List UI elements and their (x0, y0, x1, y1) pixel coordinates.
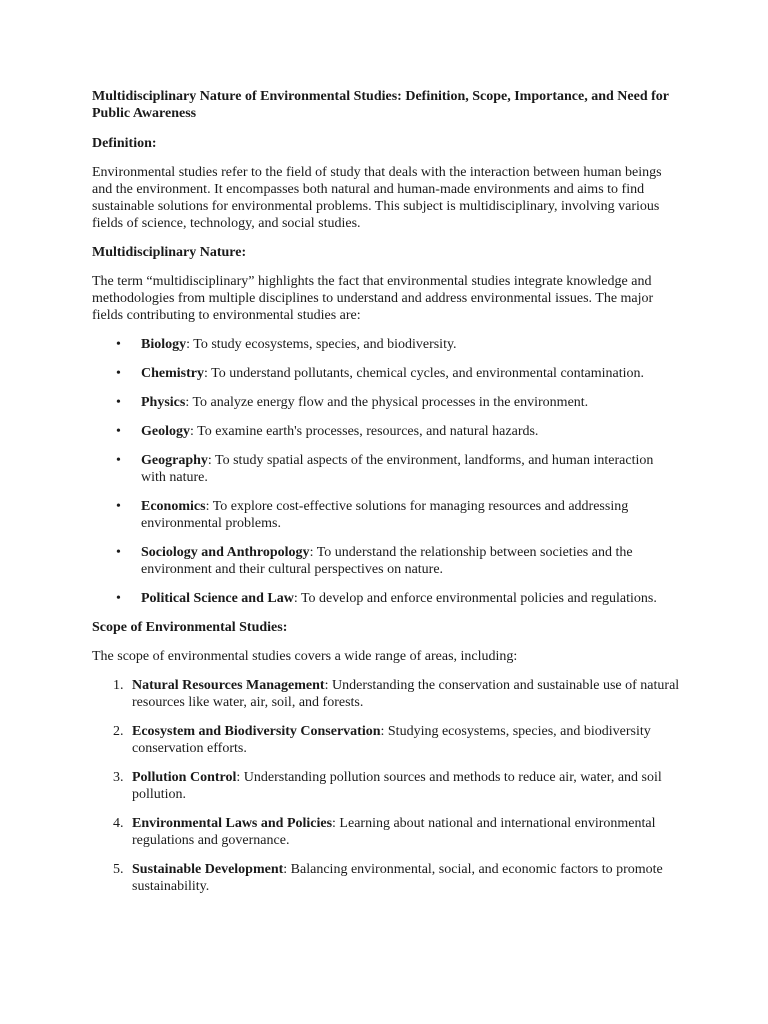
field-desc: : To explore cost-effective solutions for managing resources and addressing environmental problems. (141, 499, 629, 531)
scope-numbered-list (92, 677, 680, 895)
list-item-sociology-anthropology (92, 544, 680, 578)
document-title: Multidisciplinary Nature of Environmental Studies: Definition, Scope, Importance, and Need for Public Awareness (92, 89, 669, 121)
list-item-chemistry (92, 365, 680, 382)
scope-term: Natural Resources Management (132, 678, 325, 693)
list-item-geology (92, 423, 680, 440)
field-desc: : To analyze energy flow and the physical processes in the environment. (185, 395, 589, 410)
list-item-pollution-control (92, 769, 680, 803)
list-item-ecosystem-biodiversity-conservation (92, 723, 680, 757)
scope-desc: : Balancing environmental, social, and economic factors to promote sustainability. (132, 862, 663, 894)
multidisciplinary-heading: Multidisciplinary Nature: (92, 245, 247, 260)
scope-term: Sustainable Development (132, 862, 284, 877)
scope-term: Pollution Control (132, 770, 237, 785)
scope-desc: : Studying ecosystems, species, and biodiversity conservation efforts. (132, 724, 651, 756)
scope-desc: : Understanding the conservation and sustainable use of natural resources like water, air, soil, and forests. (132, 678, 680, 710)
definition-heading: Definition: (92, 136, 157, 151)
field-term: Chemistry (141, 366, 204, 381)
field-term: Economics (141, 499, 206, 514)
scope-term: Ecosystem and Biodiversity Conservation (132, 724, 381, 739)
definition-paragraph: Environmental studies refer to the field of study that deals with the interaction between human beings and the environment. It encompasses both natural and human-made environments and aims to find sustainable solutions for environmental problems. This subject is multidisciplinary, involving various fields of science, technology, and social studies. (92, 165, 662, 231)
scope-desc: : Learning about national and international environmental regulations and governance. (132, 816, 656, 848)
field-term: Geography (141, 453, 208, 468)
list-item-biology (92, 336, 680, 353)
list-item-economics (92, 498, 680, 532)
field-desc: : To study spatial aspects of the environment, landforms, and human interaction with nature. (141, 453, 654, 485)
list-item-political-science-law (92, 590, 680, 607)
scope-desc: : Understanding pollution sources and methods to reduce air, water, and soil pollution. (132, 770, 662, 802)
field-desc: : To understand the relationship between societies and the environment and their cultural perspectives on nature. (141, 545, 633, 577)
list-item-physics (92, 394, 680, 411)
field-desc: : To examine earth's processes, resources, and natural hazards. (190, 424, 539, 439)
scope-heading: Scope of Environmental Studies: (92, 620, 288, 635)
scope-paragraph: The scope of environmental studies covers a wide range of areas, including: (92, 649, 518, 664)
field-term: Sociology and Anthropology (141, 545, 310, 560)
list-item-environmental-laws-policies (92, 815, 680, 849)
field-term: Political Science and Law (141, 591, 294, 606)
field-desc: : To develop and enforce environmental policies and regulations. (293, 591, 657, 606)
field-term: Biology (141, 337, 187, 352)
list-item-natural-resources-management (92, 677, 680, 711)
field-desc: : To study ecosystems, species, and biodiversity. (186, 337, 457, 352)
field-desc: : To understand pollutants, chemical cycles, and environmental contamination. (204, 366, 645, 381)
field-term: Geology (141, 424, 190, 439)
multidisciplinary-paragraph: The term “multidisciplinary” highlights the fact that environmental studies integrate knowledge and methodologies from multiple disciplines to understand and address environmental issues. The major fields contributing to environmental studies are: (92, 274, 654, 323)
fields-bullet-list (92, 336, 680, 607)
scope-term: Environmental Laws and Policies (132, 816, 333, 831)
list-item-geography (92, 452, 680, 486)
field-term: Physics (141, 395, 186, 410)
list-item-sustainable-development (92, 861, 680, 895)
